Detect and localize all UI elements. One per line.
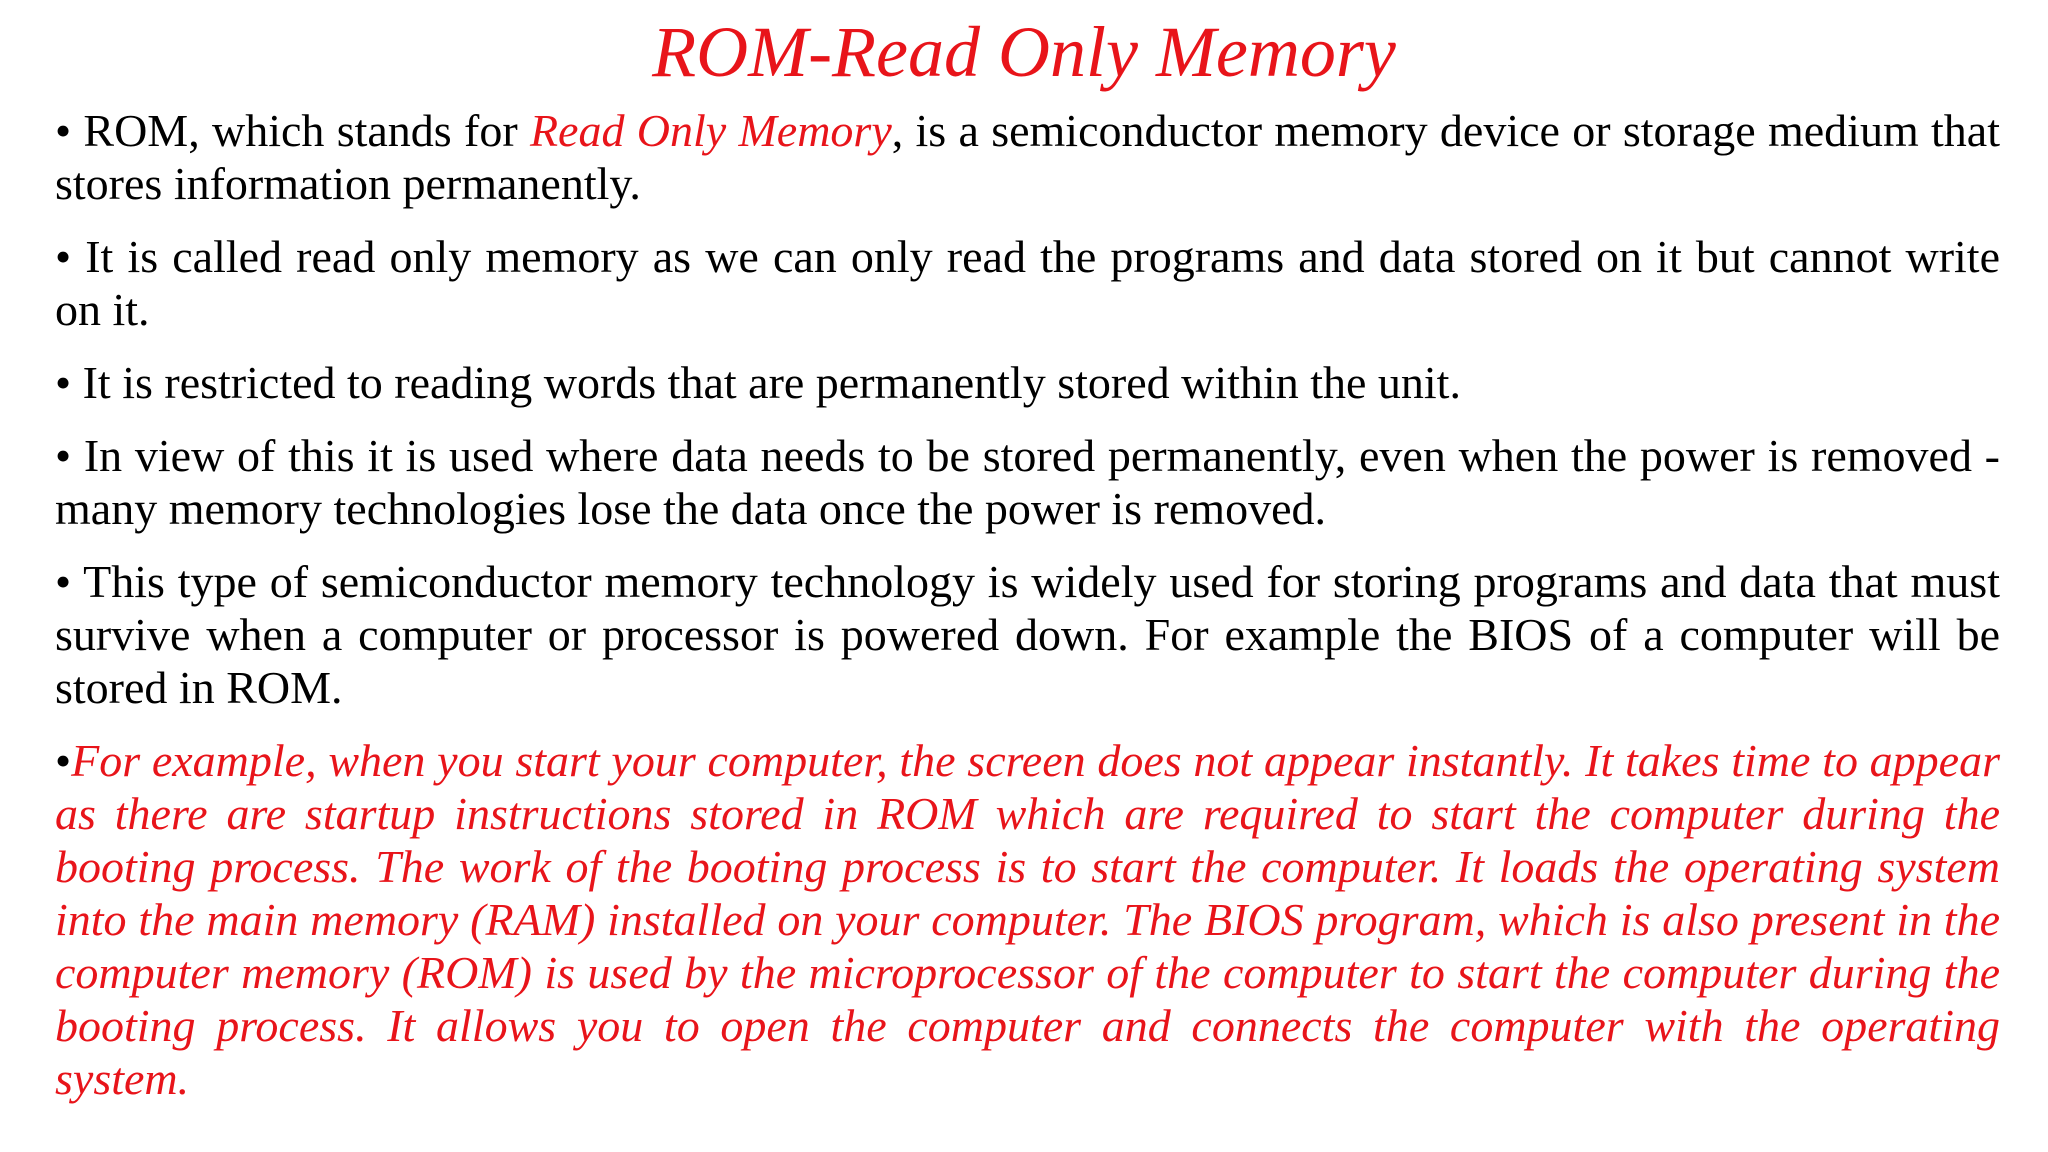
paragraph-text: It is called read only memory as we can only read the programs and data stored on it but cannot write on it. (55, 231, 2000, 335)
bullet: • (55, 105, 72, 156)
highlight-read-only-memory: Read Only Memory (529, 105, 892, 156)
paragraph-text: It is restricted to reading words that are permanently stored within the unit. (71, 357, 1461, 408)
paragraph-text: This type of semiconductor memory technology is widely used for storing programs and data that must survive when a computer or processor is powered down. For example the BIOS of a computer will be stored in ROM. (55, 556, 2000, 713)
bullet: • (55, 735, 72, 786)
paragraph-restricted (55, 356, 2000, 409)
paragraph-text-highlight: For example, when you start your computer, the screen does not appear instantly. It takes time to appear as there are startup instructions stored in ROM which are required to start the computer during the booting process. The work of the booting process is to start the computer. It loads the operating system into the main memory (RAM) installed on your computer. The BIOS program, which is also present in the computer memory (ROM) is used by the microprocessor of the computer to start the computer during the booting process. It allows you to open the computer and connects the computer with the operating system. (55, 735, 2000, 1104)
bullet: • (55, 357, 72, 408)
paragraph-text: In view of this it is used where data needs to be stored permanently, even when the power is removed - many memory technologies lose the data once the power is removed. (55, 430, 2000, 534)
bullet: • (55, 556, 72, 607)
slide-content (55, 104, 2000, 1125)
bullet: • (55, 430, 72, 481)
paragraph-permanent-storage (55, 429, 2000, 535)
paragraph-read-only (55, 230, 2000, 336)
bullet: • (55, 231, 72, 282)
paragraph-bios-example (55, 555, 2000, 714)
slide-title: ROM-Read Only Memory (652, 12, 1396, 92)
paragraph-boot-example (55, 734, 2000, 1105)
paragraph-text: , is a semiconductor memory device or storage medium that stores information permanently. (55, 105, 2000, 209)
paragraph-rom-definition (55, 104, 2000, 210)
paragraph-text: ROM, which stands for (71, 105, 530, 156)
